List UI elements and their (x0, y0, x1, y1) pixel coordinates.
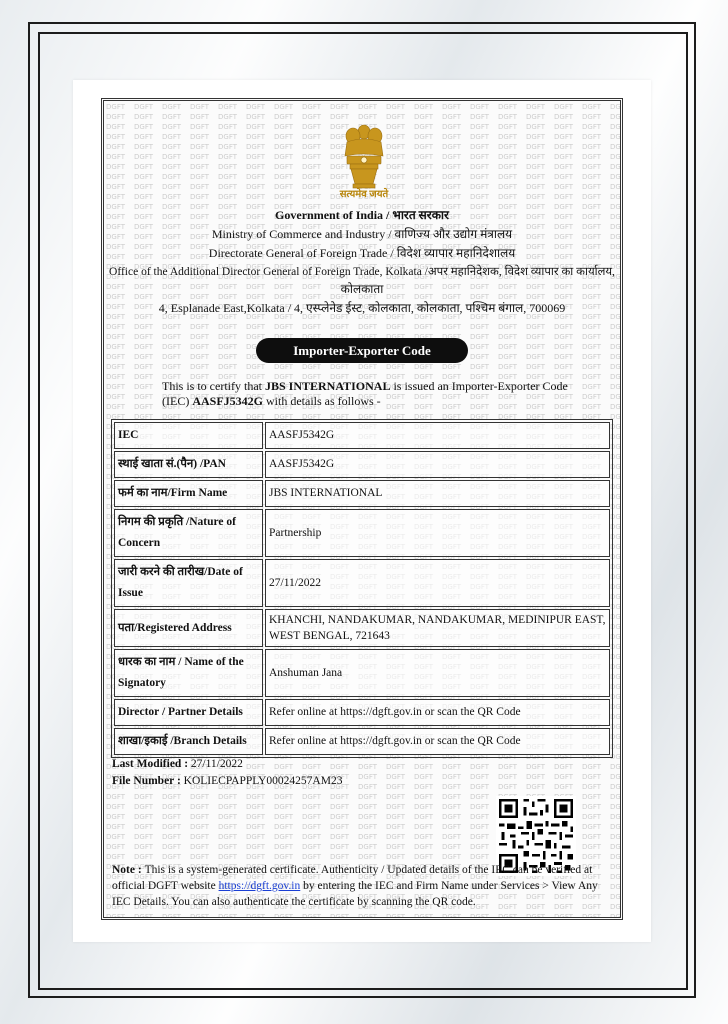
table-row (114, 699, 610, 726)
header-office-city: कोलकाता (340, 282, 384, 296)
row-value-firm-name: JBS INTERNATIONAL (265, 480, 610, 507)
table-row (114, 480, 610, 507)
row-value-pan: AASFJ5342G (265, 451, 610, 478)
row-label-signatory: धारक का नाम / Name of the Signatory (114, 649, 263, 697)
table-row (114, 451, 610, 478)
certify-iec: AASFJ5342G (192, 394, 263, 408)
row-label-firm-name: फर्म का नाम/Firm Name (114, 480, 263, 507)
last-modified-value: 27/11/2022 (190, 758, 243, 770)
last-modified (112, 758, 243, 770)
note-text-part1: This is a system-generated certificate. Authenticity / Updated details of the IEC can be verified at official DGFT website (112, 864, 593, 892)
header-office: Office of the Additional Director General of Foreign Trade, Kolkata /अपर महानिदेशक, विदेश व्यापार का कार्यालय, (109, 266, 615, 278)
table-row (114, 649, 610, 697)
header-directorate: Directorate General of Foreign Trade / विदेश व्यापार महानिदेशालय (208, 246, 516, 260)
certify-firm-name: JBS INTERNATIONAL (264, 379, 391, 393)
row-label-pan: स्थाई खाता सं.(पैन) /PAN (114, 451, 263, 478)
row-label-iec: IEC (114, 422, 263, 449)
certify-mid: is issued an Importer-Exporter Code (IEC) (162, 379, 568, 408)
table-row (114, 728, 610, 755)
details-table (111, 419, 613, 758)
row-value-signatory: Anshuman Jana (265, 649, 610, 697)
last-modified-label: Last Modified : (112, 758, 191, 770)
file-number-value: KOLIECPAPPLY00024257AM23 (183, 775, 343, 787)
note-text (112, 862, 602, 910)
header-ministry: Ministry of Commerce and Industry / वाणिज्य और उद्योग मंत्रालय (211, 227, 513, 241)
note-text-part2: by entering the IEC and Firm Name under Services > View Any IEC Details. You can also authenticate the certificate by scanning the QR code. (112, 880, 598, 908)
file-number-label: File Number : (112, 775, 184, 787)
row-value-date-of-issue: 27/11/2022 (265, 559, 610, 607)
header-address: 4, Esplanade East,Kolkata / 4, एस्प्लेनेड ईस्ट, कोलकाता, कोलकाता, पश्चिम बंगाल, 700069 (158, 301, 566, 315)
note-label: Note : (112, 864, 145, 876)
certificate-title: Importer-Exporter Code (256, 338, 468, 363)
certify-prefix: This is to certify that (162, 379, 265, 393)
row-label-partner-details: Director / Partner Details (114, 699, 263, 726)
table-row (114, 422, 610, 449)
row-value-nature-of-concern: Partnership (265, 509, 610, 557)
row-value-branch-details: Refer online at https://dgft.gov.in or scan the QR Code (265, 728, 610, 755)
table-row (114, 559, 610, 607)
row-label-branch-details: शाखा/इकाई /Branch Details (114, 728, 263, 755)
row-label-registered-address: पता/Registered Address (114, 609, 263, 647)
row-value-registered-address: KHANCHI, NANDAKUMAR, NANDAKUMAR, MEDINIPUR EAST, WEST BENGAL, 721643 (265, 609, 610, 647)
row-label-date-of-issue: जारी करने की तारीख/Date of Issue (114, 559, 263, 607)
certify-statement (162, 379, 582, 409)
row-value-iec: AASFJ5342G (265, 422, 610, 449)
emblem-motto: सत्यमेव जयते (339, 189, 389, 200)
certify-suffix: with details as follows - (263, 394, 381, 408)
dgft-website-link[interactable]: https://dgft.gov.in (218, 880, 301, 892)
file-number (112, 775, 342, 787)
table-row (114, 609, 610, 647)
row-label-nature-of-concern: निगम की प्रकृति /Nature of Concern (114, 509, 263, 557)
table-row (114, 509, 610, 557)
header-government: Government of India / भारत सरकार (275, 208, 449, 222)
row-value-partner-details: Refer online at https://dgft.gov.in or scan the QR Code (265, 699, 610, 726)
national-emblem-icon (337, 122, 391, 194)
